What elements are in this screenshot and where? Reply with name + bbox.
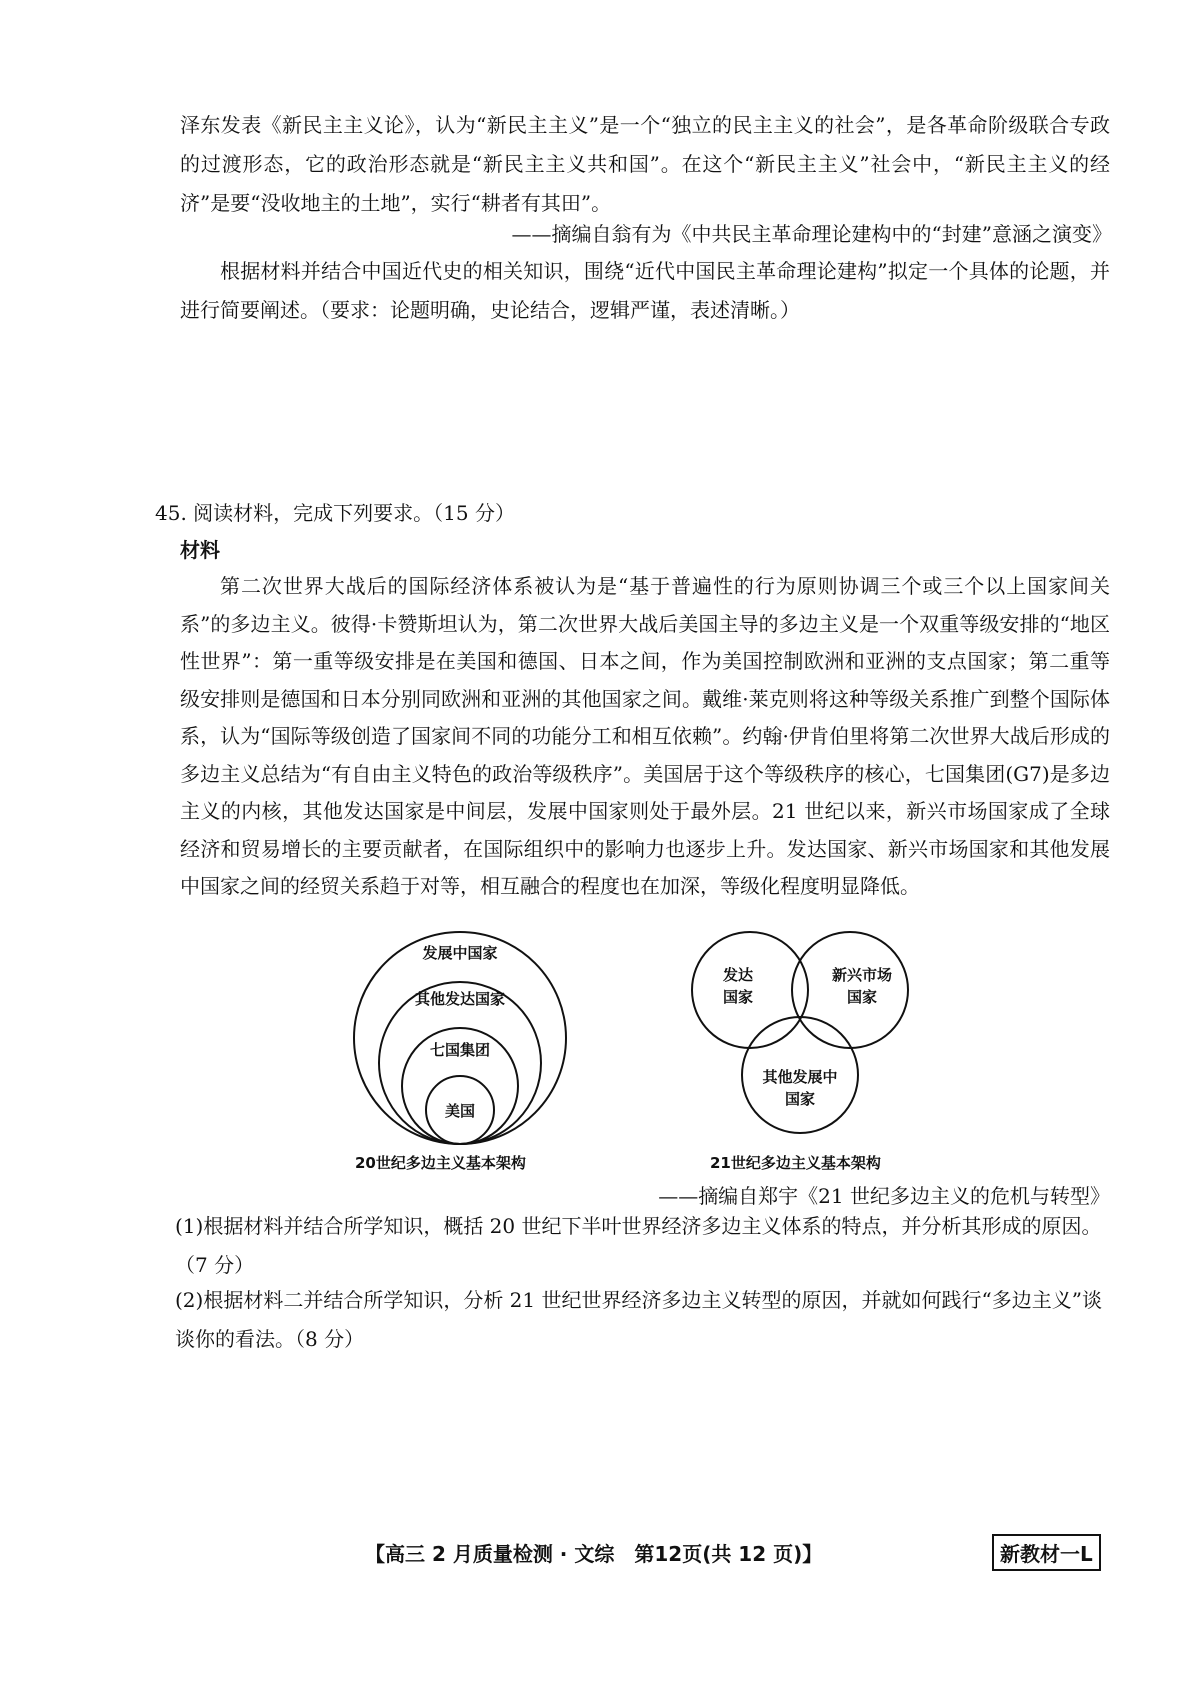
- label-other-developed: 其他发达国家: [414, 990, 506, 1008]
- label-other-developing-1: 其他发展中: [762, 1068, 838, 1086]
- textbook-badge: 新教材一L: [992, 1534, 1101, 1571]
- page-footer: 【高三 2 月质量检测 · 文综 第12页(共 12 页)】: [365, 1542, 823, 1566]
- material-label: 材料: [180, 538, 220, 562]
- label-developed-2: 国家: [722, 988, 754, 1006]
- nested-circles-diagram: [330, 920, 590, 1150]
- label-developing: 发展中国家: [422, 944, 498, 962]
- label-usa: 美国: [444, 1102, 476, 1120]
- label-emerging-1: 新兴市场: [831, 966, 893, 984]
- venn-diagram: [680, 920, 950, 1150]
- task-paragraph: 根据材料并结合中国近代史的相关知识，围绕“近代中国民主革命理论建构”拟定一个具体的论题，并进行简要阐述。（要求：论题明确，史论结合，逻辑严谨，表述清晰。）: [180, 259, 1110, 322]
- sub-question-2: (2)根据材料二并结合所学知识，分析 21 世纪世界经济多边主义转型的原因，并就如何践行“多边主义”谈谈你的看法。（8 分）: [175, 1288, 1102, 1351]
- label-other-developing-2: 国家: [784, 1090, 816, 1108]
- material-paragraph-top: 泽东发表《新民主主义论》，认为“新民主主义”是一个“独立的民主主义的社会”，是各革命阶级联合专政的过渡形态，它的政治形态就是“新民主主义共和国”。在这个“新民主主义”社会中，“新民主主义的经济”是要“没收地主的土地”，实行“耕者有其田”。: [180, 113, 1110, 215]
- question-45-heading: 45. 阅读材料，完成下列要求。（15 分）: [155, 501, 515, 525]
- label-emerging-2: 国家: [846, 988, 878, 1006]
- source-citation-45: ——摘编自郑宇《21 世纪多边主义的危机与转型》: [658, 1184, 1110, 1208]
- diagram2-caption: 21世纪多边主义基本架构: [710, 1154, 881, 1172]
- material-text: 第二次世界大战后的国际经济体系被认为是“基于普遍性的行为原则协调三个或三个以上国家间关系”的多边主义。彼得·卡赞斯坦认为，第二次世界大战后美国主导的多边主义是一个双重等级安排的“地区性世界”：第一重等级安排是在美国和德国、日本之间，作为美国控制欧洲和亚洲的支点国家；第二重等级安排则是德国和日本分别同欧洲和亚洲的其他国家之间。戴维·莱克则将这种等级关系推广到整个国际体系，认为“国际等级创造了国家间不同的功能分工和相互依赖”。约翰·伊肯伯里将第二次世界大战后形成的多边主义总结为“有自由主义特色的政治等级秩序”。美国居于这个等级秩序的核心，七国集团(G7)是多边主义的内核，其他发达国家是中间层，发展中国家则处于最外层。21 世纪以来，新兴市场国家成了全球经济和贸易增长的主要贡献者，在国际组织中的影响力也逐步上升。发达国家、新兴市场国家和其他发展中国家之间的经贸关系趋于对等，相互融合的程度也在加深，等级化程度明显降低。: [180, 574, 1110, 898]
- diagram1-caption: 20世纪多边主义基本架构: [355, 1154, 526, 1172]
- sub-question-1: (1)根据材料并结合所学知识，概括 20 世纪下半叶世界经济多边主义体系的特点，并分析其形成的原因。（7 分）: [175, 1214, 1102, 1277]
- label-developed-1: 发达: [722, 966, 754, 984]
- label-g7: 七国集团: [429, 1041, 491, 1059]
- source-citation-top: ——摘编自翁有为《中共民主革命理论建构中的“封建”意涵之演变》: [511, 222, 1112, 246]
